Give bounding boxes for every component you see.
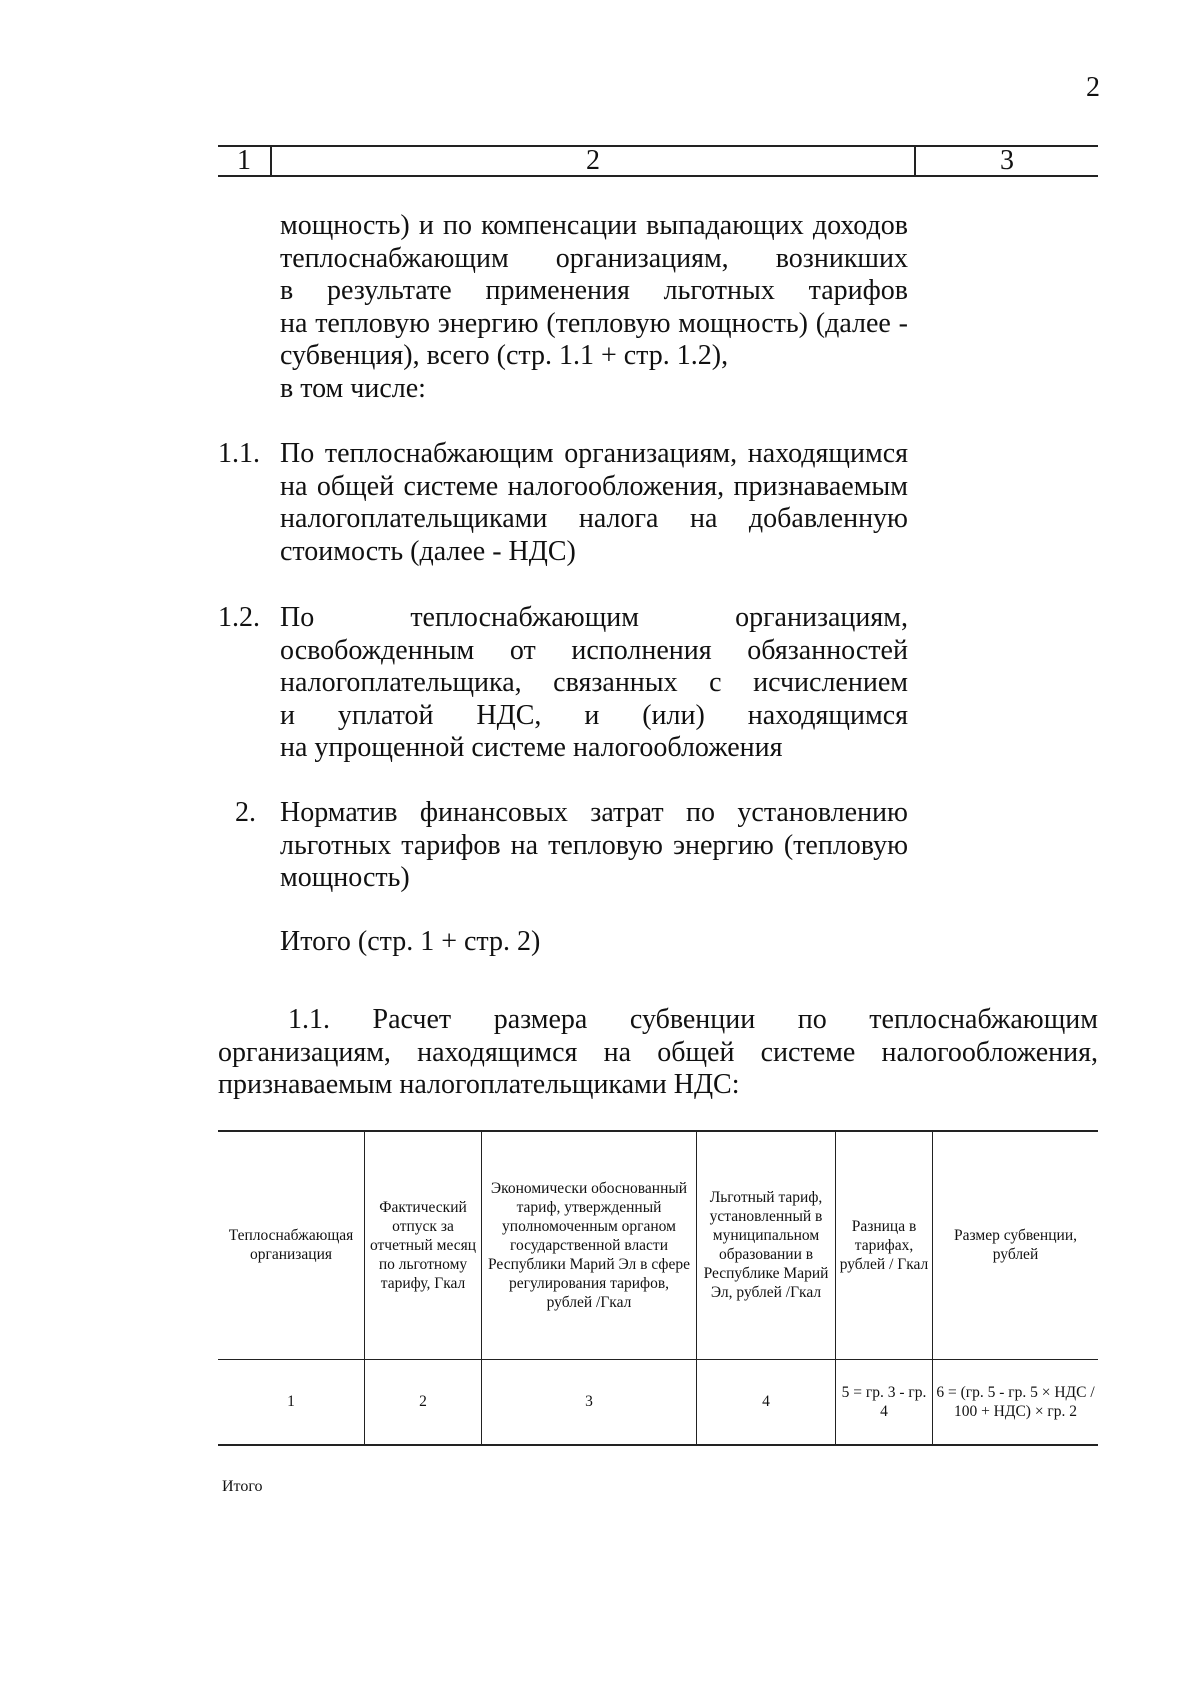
table-cell: 5 = гр. 3 - гр. 4 xyxy=(836,1359,933,1445)
item-number: 1.2. xyxy=(218,602,260,633)
table-header-cell: Размер субвенции, рублей xyxy=(933,1131,1099,1359)
table-cell: 1 xyxy=(218,1359,365,1445)
item-number: 2. xyxy=(235,797,256,828)
table-header-cell: Льготный тариф, установленный в муниципальном образовании в Республике Марий Эл, рублей /Гкал xyxy=(697,1131,836,1359)
header-col-2: 2 xyxy=(271,146,915,176)
table-header-row xyxy=(218,1131,1098,1359)
item-line: и уплатой НДС, и (или) находящимся xyxy=(280,699,908,731)
intro-line: субвенция), всего (стр. 1.1 + стр. 1.2), xyxy=(280,340,729,371)
table-header-cell: Разница в тарифах, рублей / Гкал xyxy=(836,1131,933,1359)
item-line: налогоплательщика, связанных с исчислением xyxy=(280,667,908,698)
item-line: на общей системе налогообложения, признаваемым xyxy=(280,470,908,502)
section-heading xyxy=(218,1004,1098,1102)
item-line: стоимость (далее - НДС) xyxy=(280,535,576,567)
item-line: льготных тарифов на тепловую энергию (тепловую xyxy=(280,829,908,861)
heading-line: 1.1. Расчет размера субвенции по теплоснабжающим xyxy=(288,1004,1098,1035)
page-number: 2 xyxy=(1086,72,1100,103)
item-line: на упрощенной системе налогообложения xyxy=(280,732,783,763)
heading-line: организациям, находящимся на общей системе налогообложения, xyxy=(218,1036,1098,1068)
item-1-1 xyxy=(218,438,908,568)
item-line: налогоплательщиками налога на добавленную xyxy=(280,503,908,534)
item-2 xyxy=(218,797,908,895)
item-line: мощность) xyxy=(280,862,410,893)
itogo-line xyxy=(218,926,908,959)
item-line: Норматив финансовых затрат по установлению xyxy=(280,797,908,828)
table-cell: 6 = (гр. 5 - гр. 5 × НДС / 100 + НДС) × гр. 2 xyxy=(933,1359,1099,1445)
heading-line: признаваемым налогоплательщиками НДС: xyxy=(218,1069,740,1100)
intro-line: в том числе: xyxy=(280,372,426,404)
item-line: освобожденным от исполнения обязанностей xyxy=(280,634,908,666)
item-line: По теплоснабжающим организациям, находящимся xyxy=(280,438,908,469)
item-line: По теплоснабжающим организациям, xyxy=(280,602,908,633)
table-row xyxy=(218,1359,1098,1445)
table-cell: 2 xyxy=(365,1359,482,1445)
header-col-1: 1 xyxy=(218,146,271,176)
intro-line: теплоснабжающим организациям, возникших xyxy=(280,242,908,274)
intro-text xyxy=(218,210,908,405)
table-header-cell: Теплоснабжающая организация xyxy=(218,1131,365,1359)
intro-line: мощность) и по компенсации выпадающих доходов xyxy=(280,210,908,241)
itogo-text: Итого (стр. 1 + стр. 2) xyxy=(280,926,541,957)
table-header-cell: Экономически обоснованный тариф, утвержденный уполномоченным органом государственной власти Республики Марий Эл в сфере регулирования тарифов, рублей /Гкал xyxy=(482,1131,697,1359)
intro-line: на тепловую энергию (тепловую мощность) (далее - xyxy=(280,307,908,339)
intro-line: в результате применения льготных тарифов xyxy=(280,275,908,306)
item-number: 1.1. xyxy=(218,438,260,469)
subvention-table xyxy=(218,1130,1098,1446)
header-col-3: 3 xyxy=(915,146,1098,176)
table-header-cell: Фактический отпуск за отчетный месяц по льготному тарифу, Гкал xyxy=(365,1131,482,1359)
table-cell: 4 xyxy=(697,1359,836,1445)
column-number-header xyxy=(218,145,1098,177)
item-1-2 xyxy=(218,602,908,765)
total-label: Итого xyxy=(222,1478,263,1495)
table-cell: 3 xyxy=(482,1359,697,1445)
